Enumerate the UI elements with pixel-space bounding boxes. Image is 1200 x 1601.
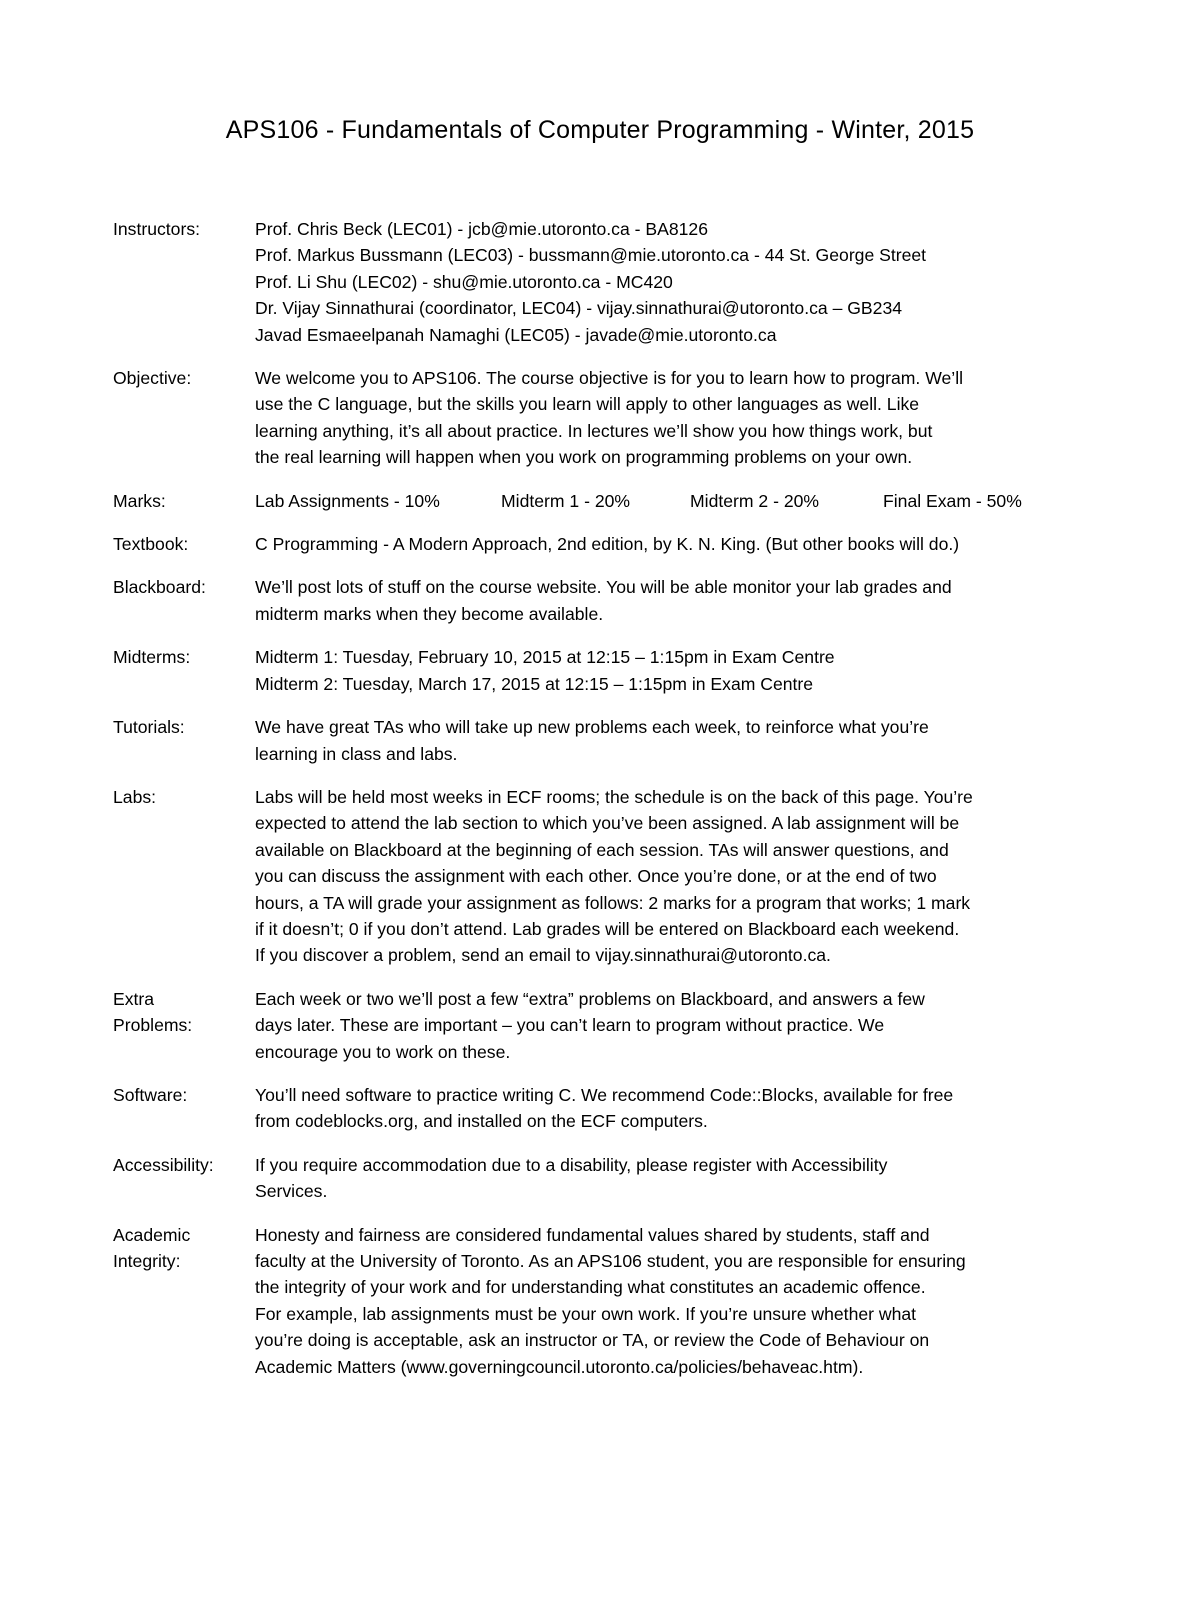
label-line: Extra	[113, 988, 155, 1009]
section-body	[255, 784, 1103, 969]
section-midterms	[113, 644, 1103, 697]
section-body	[255, 574, 1103, 627]
section-body	[255, 531, 1103, 557]
instructor-line: Dr. Vijay Sinnathurai (coordinator, LEC04) - vijay.sinnathurai@utoronto.ca – GB234	[255, 298, 903, 319]
body-line: Academic Matters (www.governingcouncil.utoronto.ca/policies/behaveac.htm).	[255, 1356, 864, 1377]
body-line: You’ll need software to practice writing C. We recommend Code::Blocks, available for free	[255, 1084, 954, 1105]
body-line: hours, a TA will grade your assignment as follows: 2 marks for a program that works; 1 mark	[255, 892, 971, 913]
body-line: We have great TAs who will take up new problems each week, to reinforce what you’re	[255, 717, 929, 738]
body-line: learning anything, it’s all about practice. In lectures we’ll show you how things work, but	[255, 420, 933, 441]
section-label: Accessibility:	[113, 1154, 214, 1175]
section-label: Marks:	[113, 490, 166, 511]
section-body	[255, 986, 1103, 1065]
section-instructors	[113, 216, 1103, 348]
body-line: days later. These are important – you can’t learn to program without practice. We	[255, 1015, 885, 1036]
section-body	[255, 1082, 1103, 1135]
section-label	[113, 986, 255, 1065]
instructor-line: Javad Esmaeelpanah Namaghi (LEC05) - javade@mie.utoronto.ca	[255, 324, 777, 345]
body-line: you can discuss the assignment with each other. Once you’re done, or at the end of two	[255, 866, 937, 887]
section-accessibility	[113, 1152, 1103, 1205]
body-line: faculty at the University of Toronto. As an APS106 student, you are responsible for ensuring	[255, 1251, 966, 1271]
section-objective	[113, 365, 1103, 471]
body-line: from codeblocks.org, and installed on the ECF computers.	[255, 1111, 708, 1132]
body-line: midterm marks when they become available.	[255, 603, 604, 624]
section-label: Objective:	[113, 368, 192, 389]
section-body	[255, 1222, 1103, 1380]
section-body	[255, 216, 1103, 348]
mark-item-midterm-2: Midterm 2 - 20%	[690, 490, 820, 511]
body-line: expected to attend the lab section to which you’ve been assigned. A lab assignment will be	[255, 813, 960, 834]
label-line: Problems:	[113, 1015, 193, 1036]
body-line: Labs will be held most weeks in ECF rooms; the schedule is on the back of this page. You’re	[255, 786, 973, 807]
section-body	[255, 644, 1103, 697]
body-line: encourage you to work on these.	[255, 1041, 511, 1062]
mark-item-final-exam: Final Exam - 50%	[883, 490, 1022, 511]
section-label: Blackboard:	[113, 577, 206, 598]
label-line: Integrity:	[113, 1251, 181, 1271]
section-label: Instructors:	[113, 219, 201, 239]
section-labs	[113, 784, 1103, 969]
section-textbook	[113, 531, 1103, 557]
section-label	[113, 1222, 255, 1380]
midterm-line: Midterm 2: Tuesday, March 17, 2015 at 12:15 – 1:15pm in Exam Centre	[255, 673, 814, 694]
section-academic-integrity	[113, 1222, 1103, 1380]
section-label: Midterms:	[113, 647, 191, 668]
body-line: We welcome you to APS106. The course objective is for you to learn how to program. We’ll	[255, 368, 964, 389]
section-label: Textbook:	[113, 534, 189, 555]
mark-item-lab-assignments: Lab Assignments - 10%	[255, 490, 440, 511]
section-marks	[113, 488, 1103, 514]
instructor-line: Prof. Li Shu (LEC02) - shu@mie.utoronto.ca - MC420	[255, 271, 673, 292]
instructor-line: Prof. Markus Bussmann (LEC03) - bussmann@mie.utoronto.ca - 44 St. George Street	[255, 245, 927, 266]
body-line: the integrity of your work and for understanding what constitutes an academic offence.	[255, 1277, 926, 1298]
body-line: use the C language, but the skills you learn will apply to other languages as well. Like	[255, 394, 920, 415]
body-line: Services.	[255, 1181, 328, 1202]
section-label: Labs:	[113, 786, 157, 807]
instructor-line: Prof. Chris Beck (LEC01) - jcb@mie.utoronto.ca - BA8126	[255, 219, 708, 239]
marks-breakdown	[255, 488, 1103, 514]
section-software	[113, 1082, 1103, 1135]
section-blackboard	[113, 574, 1103, 627]
mark-item-midterm-1: Midterm 1 - 20%	[501, 490, 631, 511]
body-line: Each week or two we’ll post a few “extra” problems on Blackboard, and answers a few	[255, 988, 925, 1009]
body-line: We’ll post lots of stuff on the course website. You will be able monitor your lab grades and	[255, 577, 952, 598]
body-line: learning in class and labs.	[255, 743, 458, 764]
section-tutorials	[113, 714, 1103, 767]
section-body	[255, 1152, 1103, 1205]
label-line: Academic	[113, 1224, 191, 1245]
body-line: If you discover a problem, send an email to vijay.sinnathurai@utoronto.ca.	[255, 945, 831, 966]
midterm-line: Midterm 1: Tuesday, February 10, 2015 at 12:15 – 1:15pm in Exam Centre	[255, 647, 835, 668]
section-body	[255, 714, 1103, 767]
syllabus-sections	[113, 216, 1103, 1397]
body-line: For example, lab assignments must be your own work. If you’re unsure whether what	[255, 1303, 917, 1324]
body-line: if it doesn’t; 0 if you don’t attend. Lab grades will be entered on Blackboard each weekend.	[255, 918, 960, 939]
section-extra-problems	[113, 986, 1103, 1065]
section-body	[255, 365, 1103, 471]
body-line: you’re doing is acceptable, ask an instructor or TA, or review the Code of Behaviour on	[255, 1330, 930, 1351]
section-label: Tutorials:	[113, 717, 185, 738]
body-line: If you require accommodation due to a disability, please register with Accessibility	[255, 1154, 888, 1175]
body-line: the real learning will happen when you work on programming problems on your own.	[255, 447, 913, 468]
body-line: C Programming - A Modern Approach, 2nd edition, by K. N. King. (But other books will do.)	[255, 534, 960, 555]
body-line: available on Blackboard at the beginning of each session. TAs will answer questions, and	[255, 839, 949, 860]
body-line: Honesty and fairness are considered fundamental values shared by students, staff and	[255, 1224, 930, 1245]
page-title: APS106 - Fundamentals of Computer Programming - Winter, 2015	[225, 116, 975, 144]
section-label: Software:	[113, 1084, 188, 1105]
